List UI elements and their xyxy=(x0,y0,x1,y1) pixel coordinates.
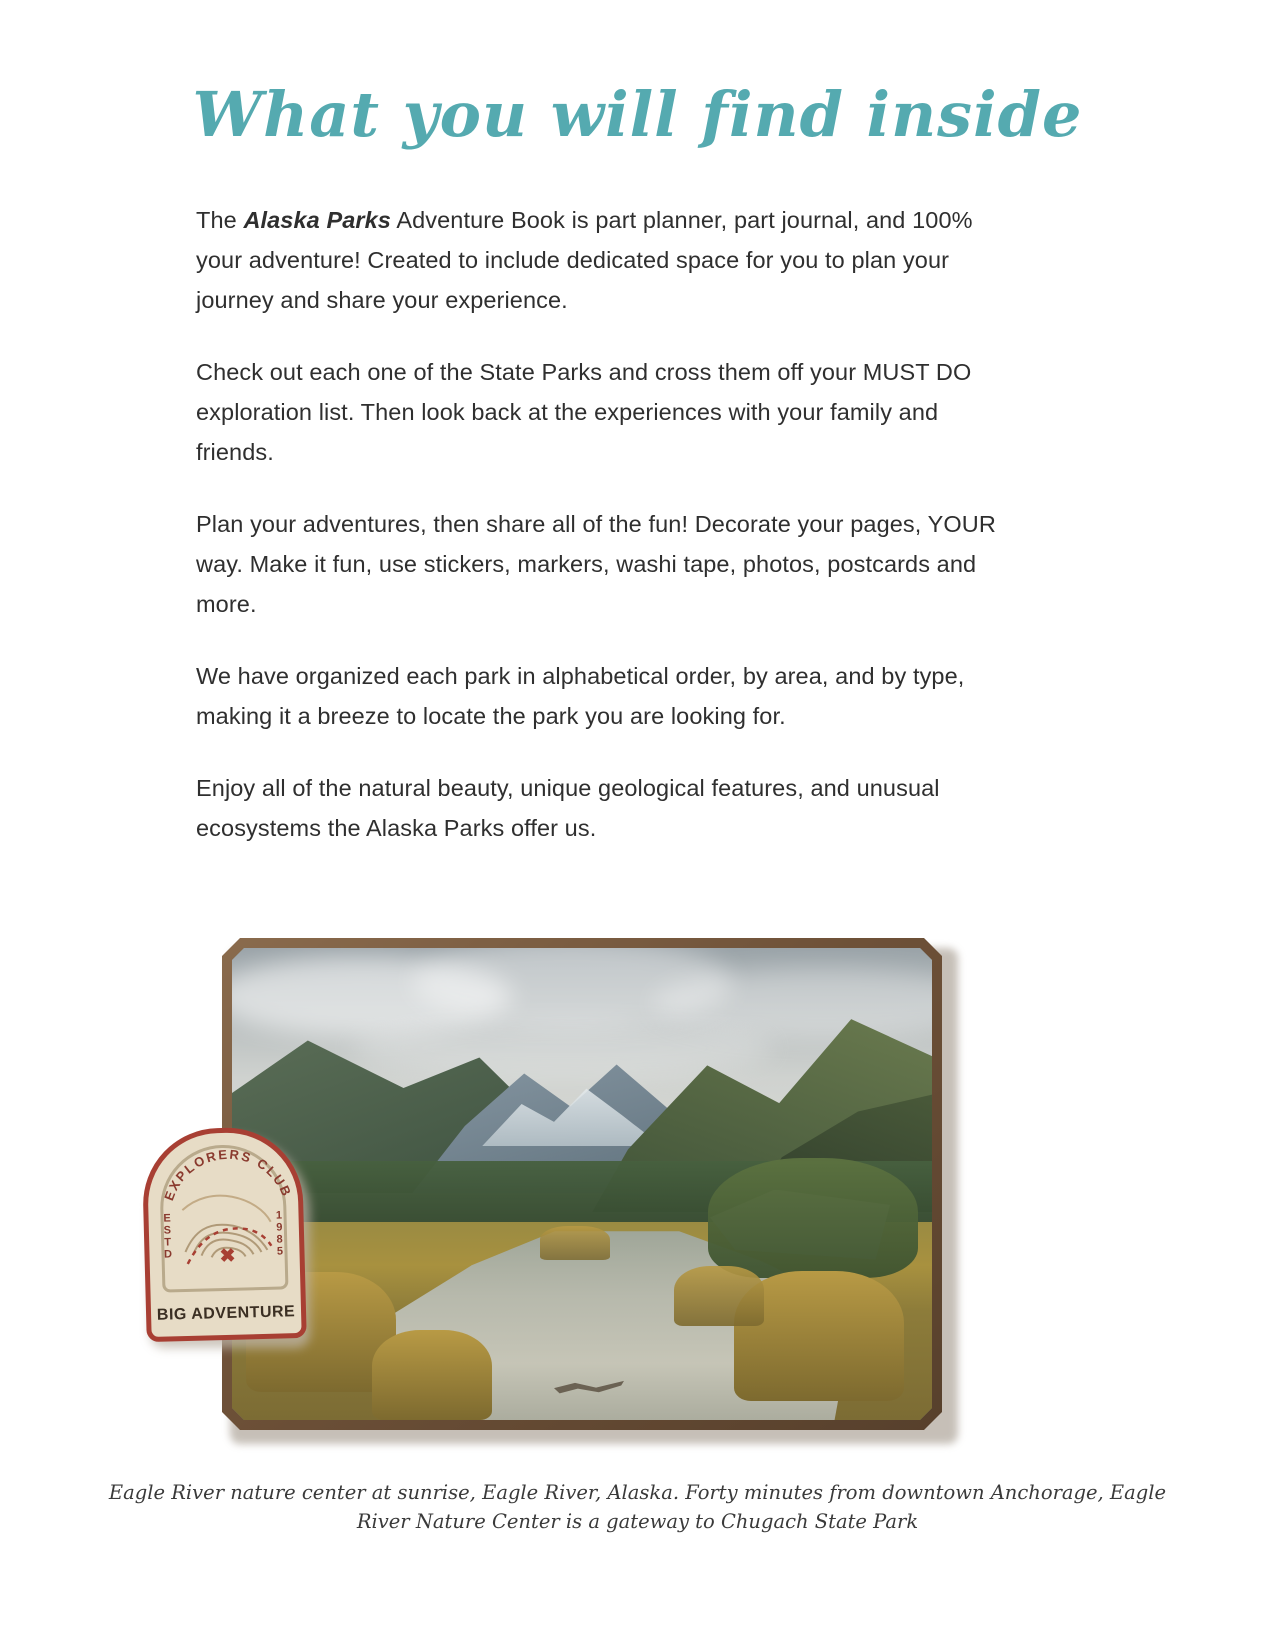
explorers-club-badge xyxy=(144,1128,312,1348)
badge-bottom-label: BIG ADVENTURE xyxy=(156,1303,296,1324)
photo-container xyxy=(222,938,950,1438)
paragraph-3: Plan your adventures, then share all of the fun! Decorate your pages, YOUR way. Make it fun, use stickers, markers, washi tape, photos, postcards and more. xyxy=(196,511,996,617)
photo-frame xyxy=(222,938,942,1430)
paragraph-1-rest: Adventure Book is part planner, part journal, and 100% your adventure! Created to include dedicated space for you to plan your journey and share your experience. xyxy=(196,207,973,313)
grass-tuft xyxy=(540,1226,610,1260)
badge-arc-label: EXPLORERS CLUB xyxy=(161,1146,295,1203)
shrub xyxy=(708,1158,918,1278)
badge-body xyxy=(141,1126,306,1342)
paragraph-4: We have organized each park in alphabetical order, by area, and by type, making it a breeze to locate the park you are looking for. xyxy=(196,663,965,729)
grass-tuft xyxy=(372,1330,492,1420)
paragraph-5: Enjoy all of the natural beauty, unique geological features, and unusual ecosystems the Alaska Parks offer us. xyxy=(196,775,940,841)
body-copy xyxy=(196,200,996,848)
x-marks-spot-icon: ✖ xyxy=(219,1245,236,1268)
grass-tuft xyxy=(674,1266,764,1326)
landscape-photo xyxy=(232,948,932,1420)
paragraph-1 xyxy=(196,200,996,320)
badge-year-label: 1 9 8 5 xyxy=(275,1209,285,1258)
paragraph-2: Check out each one of the State Parks and cross them off your MUST DO exploration list. Then look back at the experiences with your family and friends. xyxy=(196,359,972,465)
page-title: What you will find inside xyxy=(192,78,1083,151)
badge-estd-label: E S T D xyxy=(163,1212,174,1261)
paragraph-1-emphasis: Alaska Parks xyxy=(243,207,391,233)
photo-caption: Eagle River nature center at sunrise, Eagle River, Alaska. Forty minutes from downtown Anchorage, Eagle River Nature Center is a gateway to Chugach State Park xyxy=(108,1481,1167,1533)
paragraph-1-lead: The xyxy=(196,207,244,233)
